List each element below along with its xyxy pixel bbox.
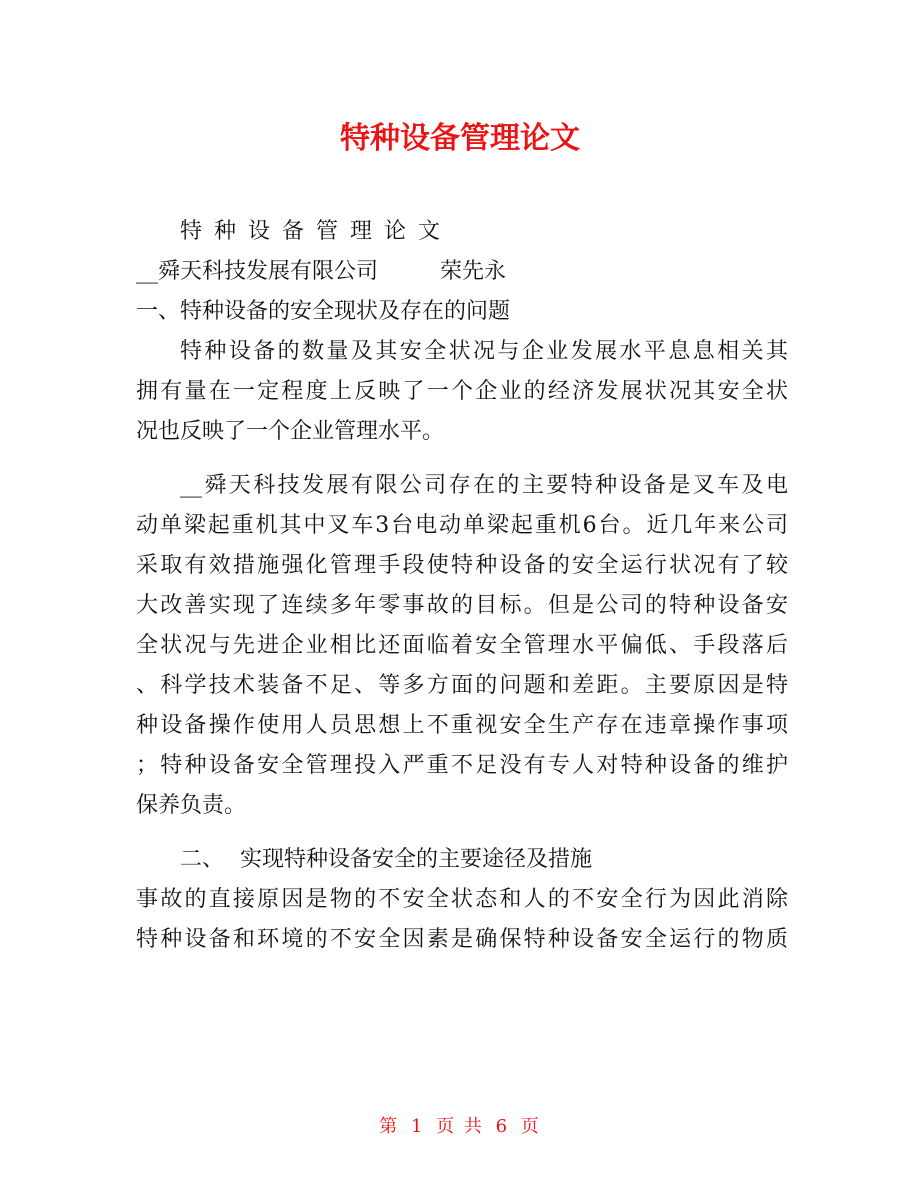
paragraph-line: 况也反映了一个企业管理水平。 bbox=[136, 419, 445, 444]
author-name: 荣先永 bbox=[440, 259, 507, 284]
author-company: __舜天科技发展有限公司 bbox=[136, 259, 379, 284]
subtitle: 特种设备管理论文 bbox=[180, 219, 453, 244]
author-line bbox=[136, 252, 788, 292]
paragraph-line: 动单梁起重机其中叉车3台电动单梁起重机6台。近几年来公司 bbox=[136, 513, 788, 538]
section2-number: 二、 bbox=[180, 847, 225, 872]
page-footer bbox=[0, 1112, 920, 1138]
paragraph-line: 种设备操作使用人员思想上不重视安全生产存在违章操作事项 bbox=[136, 713, 788, 738]
footer-middle: 页 共 bbox=[436, 1116, 484, 1137]
document-body bbox=[136, 212, 788, 960]
paragraph-2 bbox=[136, 466, 788, 826]
paragraph-line: 大改善实现了连续多年零事故的目标。但是公司的特种设备安 bbox=[136, 593, 788, 618]
paragraph-3 bbox=[136, 880, 788, 960]
footer-total-pages: 6 bbox=[495, 1116, 510, 1137]
paragraph-line: 拥有量在一定程度上反映了一个企业的经济发展状况其安全状 bbox=[136, 379, 788, 404]
paragraph-line: __舜天科技发展有限公司存在的主要特种设备是叉车及电 bbox=[180, 473, 788, 498]
paragraph-1 bbox=[136, 332, 788, 452]
footer-suffix: 页 bbox=[520, 1116, 541, 1137]
paragraph-line: 事故的直接原因是物的不安全状态和人的不安全行为因此消除 bbox=[136, 887, 788, 912]
paragraph-line: 全状况与先进企业相比还面临着安全管理水平偏低、手段落后 bbox=[136, 633, 788, 658]
section1-heading: 一、特种设备的安全现状及存在的问题 bbox=[136, 299, 511, 324]
section2-title: 实现特种设备安全的主要途径及措施 bbox=[240, 847, 593, 872]
footer-prefix: 第 bbox=[379, 1116, 400, 1137]
section2-heading bbox=[136, 840, 788, 880]
paragraph-line: ；特种设备安全管理投入严重不足没有专人对特种设备的维护 bbox=[136, 753, 788, 778]
paragraph-line: 保养负责。 bbox=[136, 793, 247, 818]
paragraph-line: 采取有效措施强化管理手段使特种设备的安全运行状况有了较 bbox=[136, 553, 788, 578]
footer-page-number: 1 bbox=[410, 1116, 425, 1137]
document-title: 特种设备管理论文 bbox=[340, 121, 580, 156]
paragraph-line: 特种设备和环境的不安全因素是确保特种设备安全运行的物质 bbox=[136, 927, 788, 952]
paragraph-line: 、科学技术装备不足、等多方面的问题和差距。主要原因是特 bbox=[136, 673, 788, 698]
paragraph-line: 特种设备的数量及其安全状况与企业发展水平息息相关其 bbox=[180, 339, 788, 364]
